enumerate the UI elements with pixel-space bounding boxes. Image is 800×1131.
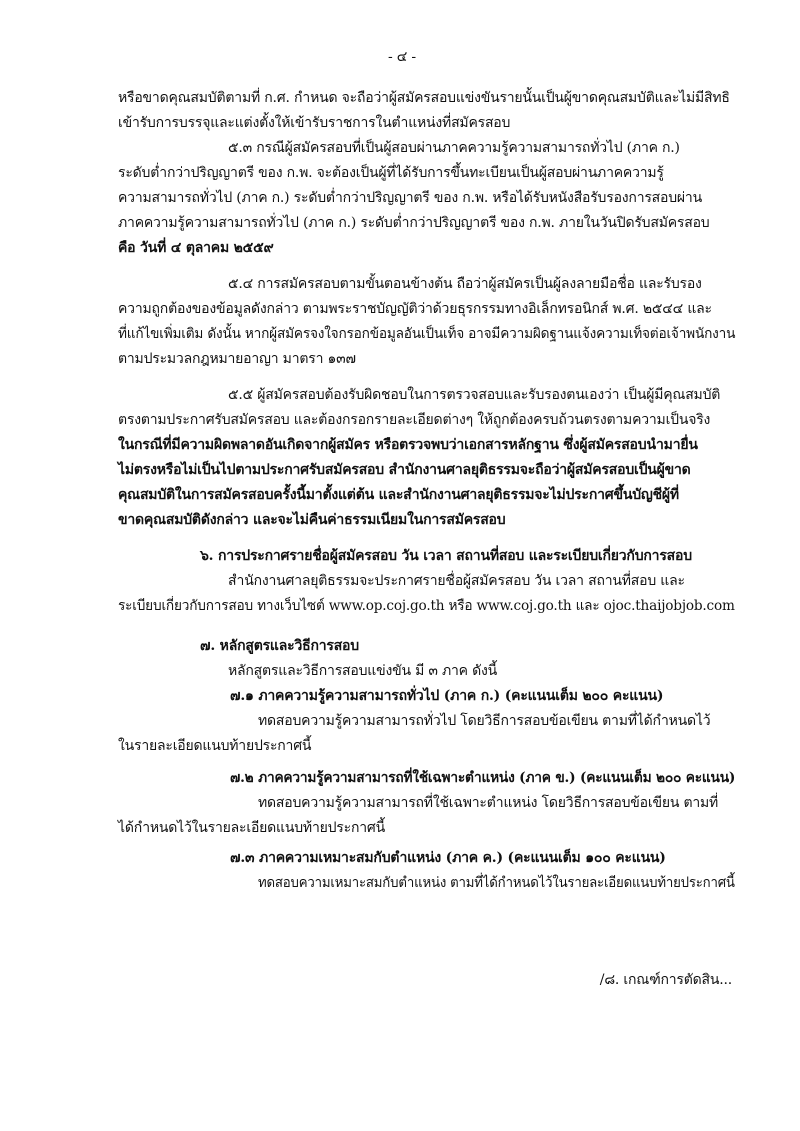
para-5-5-line-2: ตรงตามประกาศรับสมัครสอบ และต้องกรอกรายละเอียดต่างๆ ให้ถูกต้องครบถ้วนตรงตามความเป็นจริง <box>118 412 711 428</box>
para-5-3-line-2: ระดับต่ำกว่าปริญญาตรี ของ ก.พ. จะต้องเป็นผู้ที่ได้รับการขึ้นทะเบียนเป็นผู้สอบผ่านภาคความรู้ <box>118 165 664 181</box>
page-number: - ๔ - <box>388 49 416 65</box>
para-5-3-line-1: ๕.๓ กรณีผู้สมัครสอบที่เป็นผู้สอบผ่านภาคความรู้ความสามารถทั่วไป (ภาค ก.) <box>228 140 680 156</box>
section-6-body-line-2: ระเบียบเกี่ยวกับการสอบ ทางเว็บไซต์ www.op.coj.go.th หรือ www.coj.go.th และ ojoc.thaijobjob.com <box>118 598 735 614</box>
para-5-5-line-3: ในกรณีที่มีความผิดพลาดอันเกิดจากผู้สมัคร หรือตรวจพบว่าเอกสารหลักฐาน ซึ่งผู้สมัครสอบนำมายื่น <box>118 437 698 453</box>
closing-date: คือ วันที่ ๔ ตุลาคม ๒๕๕๙ <box>118 240 274 256</box>
section-7-2-line-2: ได้กำหนดไว้ในรายละเอียดแนบท้ายประกาศนี้ <box>118 820 385 836</box>
section-7-1-title: ๗.๑ ภาคความรู้ความสามารถทั่วไป (ภาค ก.) (คะแนนเต็ม ๒๐๐ คะแนน) <box>230 688 664 704</box>
section-7-2-title: ๗.๒ ภาคความรู้ความสามารถที่ใช้เฉพาะตำแหน่ง (ภาค ข.) (คะแนนเต็ม ๒๐๐ คะแนน) <box>230 770 736 786</box>
para-5-5-line-5: คุณสมบัติในการสมัครสอบครั้งนี้มาตั้งแต่ต้น และสำนักงานศาลยุติธรรมจะไม่ประกาศขึ้นบัญชีผู้ที่ <box>118 487 679 503</box>
para-5-5-line-4: ไม่ตรงหรือไม่เป็นไปตามประกาศรับสมัครสอบ สำนักงานศาลยุติธรรมจะถือว่าผู้สมัครสอบเป็นผู้ขาด <box>118 462 691 478</box>
para-5-4-line-4: ตามประมวลกฎหมายอาญา มาตรา ๑๓๗ <box>118 351 356 367</box>
section-6-heading: ๖. การประกาศรายชื่อผู้สมัครสอบ วัน เวลา สถานที่สอบ และระเบียบเกี่ยวกับการสอบ <box>200 548 692 564</box>
section-7-3-title: ๗.๓ ภาคความเหมาะสมกับตำแหน่ง (ภาค ค.) (คะแนนเต็ม ๑๐๐ คะแนน) <box>230 850 666 866</box>
para-5-4-line-1: ๕.๔ การสมัครสอบตามขั้นตอนข้างต้น ถือว่าผู้สมัครเป็นผู้ลงลายมือชื่อ และรับรอง <box>228 276 702 292</box>
para-5-5-line-1: ๕.๕ ผู้สมัครสอบต้องรับผิดชอบในการตรวจสอบและรับรองตนเองว่า เป็นผู้มีคุณสมบัติ <box>228 387 721 403</box>
para-5-4-line-2: ความถูกต้องของข้อมูลดังกล่าว ตามพระราชบัญญัติว่าด้วยธุรกรรมทางอิเล็กทรอนิกส์ พ.ศ. ๒๕๔๔ และ <box>118 301 712 317</box>
next-page-footer: /๘. เกณฑ์การตัดสิน... <box>599 972 732 988</box>
sec5-cont-line-2: เข้ารับการบรรจุและแต่งตั้งให้เข้ารับราชการในตำแหน่งที่สมัครสอบ <box>118 115 511 131</box>
section-7-3-line-1: ทดสอบความเหมาะสมกับตำแหน่ง ตามที่ได้กำหนดไว้ในรายละเอียดแนบท้ายประกาศนี้ <box>258 875 735 891</box>
section-7-heading: ๗. หลักสูตรและวิธีการสอบ <box>200 638 359 654</box>
section-6-body-line-1: สำนักงานศาลยุติธรรมจะประกาศรายชื่อผู้สมัครสอบ วัน เวลา สถานที่สอบ และ <box>228 573 685 589</box>
para-5-3-line-4: ภาคความรู้ความสามารถทั่วไป (ภาค ก.) ระดับต่ำกว่าปริญญาตรี ของ ก.พ. ภายในวันปิดรับสมัครสอบ <box>118 215 710 231</box>
section-7-2-line-1: ทดสอบความรู้ความสามารถที่ใช้เฉพาะตำแหน่ง โดยวิธีการสอบข้อเขียน ตามที่ <box>258 795 719 811</box>
para-5-3-line-3: ความสามารถทั่วไป (ภาค ก.) ระดับต่ำกว่าปริญญาตรี ของ ก.พ. หรือได้รับหนังสือรับรองการสอบผ่าน <box>118 190 702 206</box>
section-7-intro: หลักสูตรและวิธีการสอบแข่งขัน มี ๓ ภาค ดังนี้ <box>228 663 497 679</box>
para-5-5-line-6: ขาดคุณสมบัติดังกล่าว และจะไม่คืนค่าธรรมเนียมในการสมัครสอบ <box>118 512 506 528</box>
section-7-1-line-1: ทดสอบความรู้ความสามารถทั่วไป โดยวิธีการสอบข้อเขียน ตามที่ได้กำหนดไว้ <box>258 713 711 729</box>
sec5-cont-line-1: หรือขาดคุณสมบัติตามที่ ก.ศ. กำหนด จะถือว่าผู้สมัครสอบแข่งขันรายนั้นเป็นผู้ขาดคุณสมบัติและไม่มีสิทธิ <box>118 90 730 106</box>
para-5-4-line-3: ที่แก้ไขเพิ่มเติม ดังนั้น หากผู้สมัครจงใจกรอกข้อมูลอันเป็นเท็จ อาจมีความผิดฐานแจ้งความเท็จต่อเจ้าพนักงาน <box>118 326 736 342</box>
section-7-1-line-2: ในรายละเอียดแนบท้ายประกาศนี้ <box>118 738 312 754</box>
